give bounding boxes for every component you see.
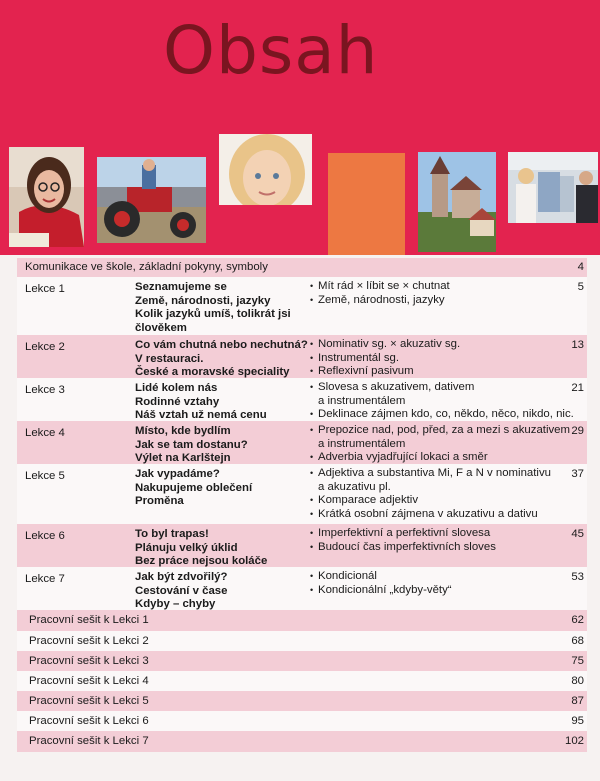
lesson-grammar [310,338,460,379]
lesson-page: 53 [571,571,584,583]
grammar-item: • Budoucí čas imperfektivních sloves [310,541,496,555]
lesson-page: 13 [571,339,584,351]
lesson-page: 29 [571,425,584,437]
topic: Cestování v čase [135,584,228,597]
contents-table [17,258,587,752]
grammar-item: • Země, národnosti, jazyky [310,294,450,308]
workbook-row [17,711,587,731]
topic: Kdyby – chyby [135,598,216,610]
intro-label: Komunikace ve škole, základní pokyny, symboly [25,261,268,273]
lesson-topics [135,339,308,380]
lesson-topics [135,571,227,612]
workbook-page: 62 [571,614,584,626]
topic: To byl trapas! [135,528,209,540]
orange-block [328,153,405,255]
workbook-page: 75 [571,655,584,667]
intro-row [17,258,587,277]
lesson-topics [135,281,291,335]
workbook-row [17,671,587,691]
workbook-row [17,651,587,671]
grammar-item-cont: a instrumentálem [318,394,406,407]
workbook-label: Pracovní sešit k Lekci 2 [29,635,149,647]
workbook-page: 87 [571,695,584,707]
lesson-topics [135,382,267,423]
workbook-label: Pracovní sešit k Lekci 7 [29,735,149,747]
lesson-grammar [310,527,496,554]
topic: Plánuju velký úklid [135,541,238,554]
lesson-row [17,567,587,610]
workbook-label: Pracovní sešit k Lekci 3 [29,655,149,667]
topic: Náš vztah už nemá cenu [135,409,267,421]
topic: V restauraci. [135,352,204,365]
intro-page: 4 [577,261,584,273]
lesson-name: Lekce 5 [25,470,65,482]
workbook-page: 80 [571,675,584,687]
lesson-grammar [310,280,450,307]
topic: Proměna [135,495,184,507]
topic: Lidé kolem nás [135,382,218,394]
topic: Země, národnosti, jazyky [135,294,271,307]
topic: Kolik jazyků umíš, tolikrát jsi [135,308,291,320]
lesson-name: Lekce 6 [25,530,65,542]
grammar-item: • Kondicionál [310,570,452,584]
workbook-row [17,631,587,651]
lesson-grammar [310,381,574,422]
photo-karlstejn-castle [418,152,496,252]
page-title: Obsah [163,12,379,89]
lesson-page: 5 [577,281,584,293]
topic: Jak vypadáme? [135,468,220,480]
lesson-row [17,335,587,378]
workbook-row [17,610,587,631]
lesson-page: 37 [571,468,584,480]
lesson-topics [135,425,248,466]
topic: Jak se tam dostanu? [135,438,248,451]
lesson-row [17,421,587,464]
lesson-name: Lekce 1 [25,283,65,295]
workbook-page: 68 [571,635,584,647]
grammar-item: • Imperfektivní a perfektivní slovesa [310,527,496,541]
topic: Výlet na Karlštejn [135,452,231,464]
workbook-label: Pracovní sešit k Lekci 5 [29,695,149,707]
workbook-row [17,691,587,711]
grammar-item: • Nominativ sg. × akuzativ sg. [310,338,460,352]
grammar-item: • Kondicionální „kdyby-věty“ [310,584,452,598]
lesson-page: 21 [571,382,584,394]
lesson-row [17,524,587,567]
grammar-item: • Adjektiva a substantiva Mi, F a N v nominativu [310,467,551,481]
grammar-item-cont: a instrumentálem [318,437,406,450]
lesson-row [17,277,587,335]
workbook-label: Pracovní sešit k Lekci 6 [29,715,149,727]
workbook-label: Pracovní sešit k Lekci 4 [29,675,149,687]
topic: Seznamujeme se [135,281,227,293]
topic: Jak být zdvořilý? [135,571,228,583]
photo-student-woman [9,147,84,247]
grammar-item: • Deklinace zájmen kdo, co, někdo, něco, nikdo, nic. [310,408,574,422]
topic: Nakupujeme oblečení [135,481,253,494]
lesson-page: 45 [571,528,584,540]
lesson-grammar [310,424,570,465]
workbook-row [17,731,587,752]
topic: člověkem [135,321,187,334]
topic: Co vám chutná nebo nechutná? [135,339,308,351]
lesson-name: Lekce 2 [25,341,65,353]
workbook-page: 95 [571,715,584,727]
lesson-grammar [310,467,551,521]
photo-tractor [97,157,206,243]
lesson-topics [135,468,252,509]
lesson-grammar [310,570,452,597]
topic: Místo, kde bydlím [135,425,231,437]
lesson-row [17,378,587,421]
topic: České a moravské speciality [135,366,290,378]
workbook-page: 102 [564,735,584,747]
photo-shopping-couple [508,152,598,223]
lesson-topics [135,528,267,569]
grammar-item: • Mít rád × líbit se × chutnat [310,280,450,294]
lesson-name: Lekce 3 [25,384,65,396]
grammar-item: • Krátká osobní zájmena v akuzativu a dativu [310,508,551,522]
workbook-label: Pracovní sešit k Lekci 1 [29,614,149,626]
lesson-name: Lekce 7 [25,573,65,585]
grammar-item: • Instrumentál sg. [310,352,460,366]
topic: Bez práce nejsou koláče [135,555,268,567]
grammar-item-cont: a akuzativu pl. [318,480,391,493]
grammar-item: • Adverbia vyjadřující lokaci a směr [310,451,570,465]
grammar-item: • Slovesa s akuzativem, dativem [310,381,574,395]
grammar-item: • Prepozice nad, pod, před, za a mezi s akuzativem [310,424,570,438]
grammar-item: • Reflexivní pasivum [310,365,460,379]
topic: Rodinné vztahy [135,395,220,408]
lesson-name: Lekce 4 [25,427,65,439]
lesson-row [17,464,587,524]
grammar-item: • Komparace adjektiv [310,494,551,508]
photo-girl [219,134,312,205]
